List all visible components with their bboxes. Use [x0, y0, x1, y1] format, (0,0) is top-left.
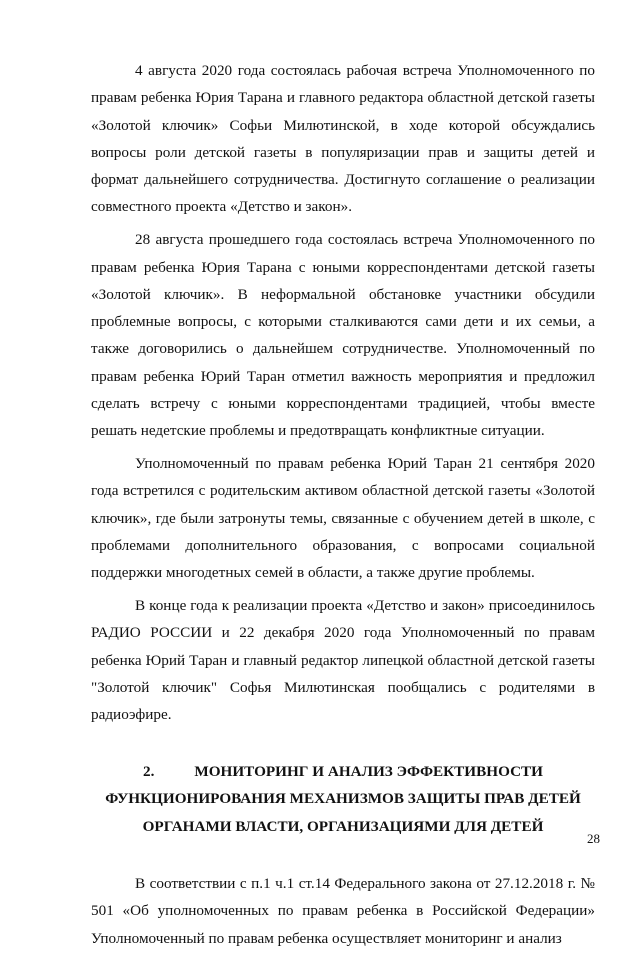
section-title-line-2: ФУНКЦИОНИРОВАНИЯ МЕХАНИЗМОВ ЗАЩИТЫ ПРАВ ДЕТЕЙ: [105, 790, 581, 808]
section-title-line-3: ОРГАНАМИ ВЛАСТИ, ОРГАНИЗАЦИЯМИ ДЛЯ ДЕТЕЙ: [142, 818, 544, 836]
paragraph-radio-project: В конце года к реализации проекта «Детство и закон» присоединилось РАДИО РОССИИ и 22 декабря 2020 года Уполномоченный по правам ребенка Юрий Таран и главный редактор липецкой областной детской газеты "Золотой ключик" Софья Милютинская пообщались с родителями в радиоэфире.: [91, 597, 595, 724]
paragraph-federal-law: В соответствии с п.1 ч.1 ст.14 Федерального закона от 27.12.2018 г. № 501 «Об уполномоченных по правам ребенка в Российской Федерации» Уполномоченный по правам ребенка осуществляет мониторинг и анализ: [91, 875, 595, 947]
paragraph-meeting-correspondents: 28 августа прошедшего года состоялась встреча Уполномоченного по правам ребенка Юрия Тарана с юными корреспондентами детской газеты «Золотой ключик». В неформальной обстановке участники обсудили проблемные вопросы, с которыми сталкиваются сами дети и их семьи, а также договорились о дальнейшем сотрудничестве. Уполномоченный по правам ребенка Юрий Таран отметил важность мероприятия и предложил сделать встречу с юными корреспондентами традицией, чтобы вместе решать недетские проблемы и предотвращать конфликтные ситуации.: [91, 231, 595, 440]
section-title-line-1: МОНИТОРИНГ И АНАЛИЗ ЭФФЕКТИВНОСТИ: [194, 762, 543, 780]
section-number: 2.: [143, 762, 155, 780]
page-number: 28: [587, 831, 600, 846]
document-page: [91, 57, 595, 957]
section-heading: [91, 758, 595, 841]
section-heading-line-1: [91, 758, 595, 786]
paragraph-meeting-parents: Уполномоченный по правам ребенка Юрий Таран 21 сентября 2020 года встретился с родительским активом областной детской газеты «Золотой ключик», где были затронуты темы, связанные с обучением детей в школе, с проблемами дополнительного образования, с вопросами социальной поддержки многодетных семей в области, а также другие проблемы.: [91, 455, 595, 582]
paragraph-meeting-editor: 4 августа 2020 года состоялась рабочая встреча Уполномоченного по правам ребенка Юрия Тарана и главного редактора областной детской газеты «Золотой ключик» Софьи Милютинской, в ходе которой обсуждались вопросы роли детской газеты в популяризации прав и защиты детей и формат дальнейшего сотрудничества. Достигнуто соглашение о реализации совместного проекта «Детство и закон».: [91, 62, 595, 216]
